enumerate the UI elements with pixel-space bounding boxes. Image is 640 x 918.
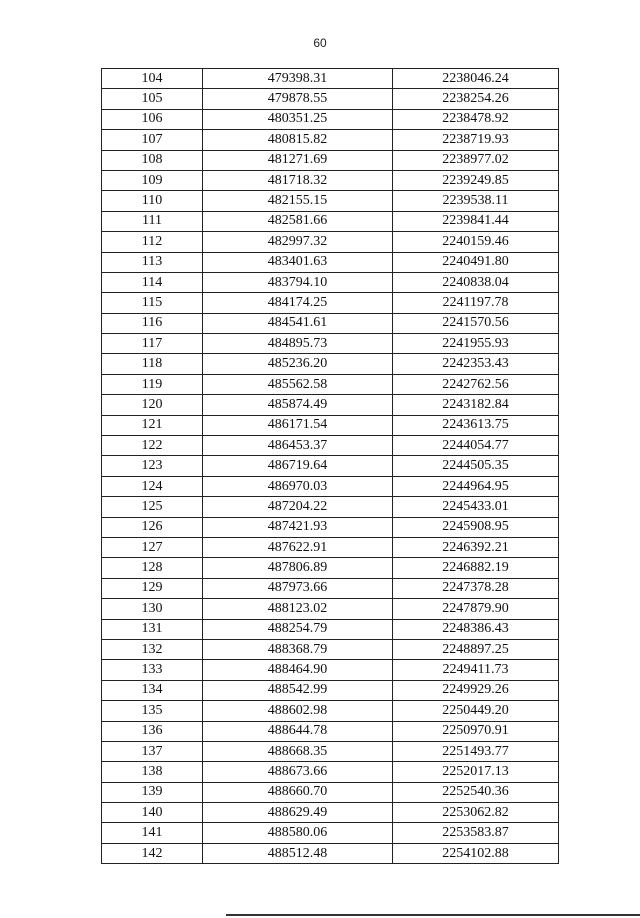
y-coordinate-cell: 2243613.75 bbox=[393, 415, 559, 435]
x-coordinate-cell: 483401.63 bbox=[203, 252, 393, 272]
table-row bbox=[102, 619, 559, 639]
point-number-cell: 128 bbox=[102, 558, 203, 578]
x-coordinate-cell: 479878.55 bbox=[203, 89, 393, 109]
table-row bbox=[102, 843, 559, 863]
x-coordinate-cell: 481718.32 bbox=[203, 170, 393, 190]
coordinate-table bbox=[101, 68, 559, 864]
point-number-cell: 131 bbox=[102, 619, 203, 639]
table-row bbox=[102, 803, 559, 823]
point-number-cell: 138 bbox=[102, 762, 203, 782]
x-coordinate-cell: 487421.93 bbox=[203, 517, 393, 537]
point-number-cell: 106 bbox=[102, 109, 203, 129]
y-coordinate-cell: 2246882.19 bbox=[393, 558, 559, 578]
table-row bbox=[102, 150, 559, 170]
x-coordinate-cell: 485236.20 bbox=[203, 354, 393, 374]
point-number-cell: 108 bbox=[102, 150, 203, 170]
x-coordinate-cell: 482155.15 bbox=[203, 191, 393, 211]
point-number-cell: 114 bbox=[102, 272, 203, 292]
x-coordinate-cell: 487806.89 bbox=[203, 558, 393, 578]
x-coordinate-cell: 486171.54 bbox=[203, 415, 393, 435]
x-coordinate-cell: 486970.03 bbox=[203, 476, 393, 496]
table-row bbox=[102, 252, 559, 272]
table-row bbox=[102, 476, 559, 496]
table-row bbox=[102, 354, 559, 374]
y-coordinate-cell: 2245433.01 bbox=[393, 497, 559, 517]
y-coordinate-cell: 2243182.84 bbox=[393, 395, 559, 415]
table-row bbox=[102, 823, 559, 843]
x-coordinate-cell: 482997.32 bbox=[203, 232, 393, 252]
point-number-cell: 125 bbox=[102, 497, 203, 517]
point-number-cell: 119 bbox=[102, 374, 203, 394]
table-row bbox=[102, 456, 559, 476]
x-coordinate-cell: 488464.90 bbox=[203, 660, 393, 680]
x-coordinate-cell: 479398.31 bbox=[203, 69, 393, 89]
x-coordinate-cell: 484174.25 bbox=[203, 293, 393, 313]
y-coordinate-cell: 2246392.21 bbox=[393, 537, 559, 557]
x-coordinate-cell: 488668.35 bbox=[203, 741, 393, 761]
y-coordinate-cell: 2240838.04 bbox=[393, 272, 559, 292]
point-number-cell: 137 bbox=[102, 741, 203, 761]
table-row bbox=[102, 130, 559, 150]
point-number-cell: 105 bbox=[102, 89, 203, 109]
x-coordinate-cell: 488602.98 bbox=[203, 701, 393, 721]
point-number-cell: 134 bbox=[102, 680, 203, 700]
table-row bbox=[102, 680, 559, 700]
x-coordinate-cell: 484541.61 bbox=[203, 313, 393, 333]
point-number-cell: 113 bbox=[102, 252, 203, 272]
x-coordinate-cell: 488542.99 bbox=[203, 680, 393, 700]
table-row bbox=[102, 497, 559, 517]
y-coordinate-cell: 2249929.26 bbox=[393, 680, 559, 700]
x-coordinate-cell: 488368.79 bbox=[203, 639, 393, 659]
x-coordinate-cell: 488660.70 bbox=[203, 782, 393, 802]
y-coordinate-cell: 2253062.82 bbox=[393, 803, 559, 823]
x-coordinate-cell: 483794.10 bbox=[203, 272, 393, 292]
y-coordinate-cell: 2244054.77 bbox=[393, 436, 559, 456]
x-coordinate-cell: 485874.49 bbox=[203, 395, 393, 415]
table-row bbox=[102, 578, 559, 598]
x-coordinate-cell: 488644.78 bbox=[203, 721, 393, 741]
bottom-rule bbox=[226, 914, 640, 916]
point-number-cell: 140 bbox=[102, 803, 203, 823]
point-number-cell: 122 bbox=[102, 436, 203, 456]
y-coordinate-cell: 2242762.56 bbox=[393, 374, 559, 394]
table-row bbox=[102, 436, 559, 456]
x-coordinate-cell: 484895.73 bbox=[203, 334, 393, 354]
y-coordinate-cell: 2240159.46 bbox=[393, 232, 559, 252]
y-coordinate-cell: 2239841.44 bbox=[393, 211, 559, 231]
point-number-cell: 104 bbox=[102, 69, 203, 89]
y-coordinate-cell: 2238046.24 bbox=[393, 69, 559, 89]
y-coordinate-cell: 2241197.78 bbox=[393, 293, 559, 313]
y-coordinate-cell: 2250970.91 bbox=[393, 721, 559, 741]
point-number-cell: 120 bbox=[102, 395, 203, 415]
table-row bbox=[102, 415, 559, 435]
y-coordinate-cell: 2248897.25 bbox=[393, 639, 559, 659]
x-coordinate-cell: 480815.82 bbox=[203, 130, 393, 150]
point-number-cell: 117 bbox=[102, 334, 203, 354]
table-row bbox=[102, 701, 559, 721]
point-number-cell: 111 bbox=[102, 211, 203, 231]
y-coordinate-cell: 2249411.73 bbox=[393, 660, 559, 680]
table-row bbox=[102, 293, 559, 313]
table-row bbox=[102, 762, 559, 782]
y-coordinate-cell: 2238254.26 bbox=[393, 89, 559, 109]
x-coordinate-cell: 487204.22 bbox=[203, 497, 393, 517]
x-coordinate-cell: 482581.66 bbox=[203, 211, 393, 231]
point-number-cell: 107 bbox=[102, 130, 203, 150]
table-row bbox=[102, 89, 559, 109]
x-coordinate-cell: 488512.48 bbox=[203, 843, 393, 863]
y-coordinate-cell: 2239538.11 bbox=[393, 191, 559, 211]
point-number-cell: 130 bbox=[102, 599, 203, 619]
y-coordinate-cell: 2244505.35 bbox=[393, 456, 559, 476]
x-coordinate-cell: 488629.49 bbox=[203, 803, 393, 823]
x-coordinate-cell: 485562.58 bbox=[203, 374, 393, 394]
table-row bbox=[102, 639, 559, 659]
y-coordinate-cell: 2254102.88 bbox=[393, 843, 559, 863]
x-coordinate-cell: 488254.79 bbox=[203, 619, 393, 639]
y-coordinate-cell: 2247378.28 bbox=[393, 578, 559, 598]
y-coordinate-cell: 2238977.02 bbox=[393, 150, 559, 170]
table-row bbox=[102, 170, 559, 190]
y-coordinate-cell: 2238478.92 bbox=[393, 109, 559, 129]
y-coordinate-cell: 2241570.56 bbox=[393, 313, 559, 333]
page-number: 60 bbox=[313, 36, 327, 50]
point-number-cell: 135 bbox=[102, 701, 203, 721]
table-row bbox=[102, 374, 559, 394]
y-coordinate-cell: 2250449.20 bbox=[393, 701, 559, 721]
table-row bbox=[102, 313, 559, 333]
point-number-cell: 132 bbox=[102, 639, 203, 659]
point-number-cell: 116 bbox=[102, 313, 203, 333]
y-coordinate-cell: 2252017.13 bbox=[393, 762, 559, 782]
table-row bbox=[102, 395, 559, 415]
x-coordinate-cell: 488123.02 bbox=[203, 599, 393, 619]
point-number-cell: 115 bbox=[102, 293, 203, 313]
point-number-cell: 109 bbox=[102, 170, 203, 190]
table-row bbox=[102, 211, 559, 231]
point-number-cell: 110 bbox=[102, 191, 203, 211]
y-coordinate-cell: 2241955.93 bbox=[393, 334, 559, 354]
point-number-cell: 112 bbox=[102, 232, 203, 252]
y-coordinate-cell: 2247879.90 bbox=[393, 599, 559, 619]
y-coordinate-cell: 2251493.77 bbox=[393, 741, 559, 761]
table-row bbox=[102, 232, 559, 252]
point-number-cell: 142 bbox=[102, 843, 203, 863]
table-row bbox=[102, 109, 559, 129]
coordinate-table-body bbox=[102, 69, 559, 864]
x-coordinate-cell: 488580.06 bbox=[203, 823, 393, 843]
y-coordinate-cell: 2238719.93 bbox=[393, 130, 559, 150]
table-row bbox=[102, 191, 559, 211]
table-row bbox=[102, 558, 559, 578]
point-number-cell: 126 bbox=[102, 517, 203, 537]
y-coordinate-cell: 2239249.85 bbox=[393, 170, 559, 190]
x-coordinate-cell: 481271.69 bbox=[203, 150, 393, 170]
table-row bbox=[102, 69, 559, 89]
y-coordinate-cell: 2253583.87 bbox=[393, 823, 559, 843]
x-coordinate-cell: 486453.37 bbox=[203, 436, 393, 456]
point-number-cell: 123 bbox=[102, 456, 203, 476]
table-row bbox=[102, 517, 559, 537]
x-coordinate-cell: 480351.25 bbox=[203, 109, 393, 129]
y-coordinate-cell: 2248386.43 bbox=[393, 619, 559, 639]
x-coordinate-cell: 488673.66 bbox=[203, 762, 393, 782]
y-coordinate-cell: 2244964.95 bbox=[393, 476, 559, 496]
x-coordinate-cell: 487622.91 bbox=[203, 537, 393, 557]
table-row bbox=[102, 782, 559, 802]
point-number-cell: 124 bbox=[102, 476, 203, 496]
y-coordinate-cell: 2242353.43 bbox=[393, 354, 559, 374]
y-coordinate-cell: 2245908.95 bbox=[393, 517, 559, 537]
point-number-cell: 136 bbox=[102, 721, 203, 741]
point-number-cell: 139 bbox=[102, 782, 203, 802]
point-number-cell: 121 bbox=[102, 415, 203, 435]
point-number-cell: 133 bbox=[102, 660, 203, 680]
point-number-cell: 141 bbox=[102, 823, 203, 843]
table-row bbox=[102, 660, 559, 680]
point-number-cell: 127 bbox=[102, 537, 203, 557]
table-row bbox=[102, 272, 559, 292]
point-number-cell: 118 bbox=[102, 354, 203, 374]
x-coordinate-cell: 486719.64 bbox=[203, 456, 393, 476]
x-coordinate-cell: 487973.66 bbox=[203, 578, 393, 598]
table-row bbox=[102, 741, 559, 761]
point-number-cell: 129 bbox=[102, 578, 203, 598]
table-row bbox=[102, 599, 559, 619]
y-coordinate-cell: 2252540.36 bbox=[393, 782, 559, 802]
table-row bbox=[102, 537, 559, 557]
table-row bbox=[102, 721, 559, 741]
table-row bbox=[102, 334, 559, 354]
y-coordinate-cell: 2240491.80 bbox=[393, 252, 559, 272]
